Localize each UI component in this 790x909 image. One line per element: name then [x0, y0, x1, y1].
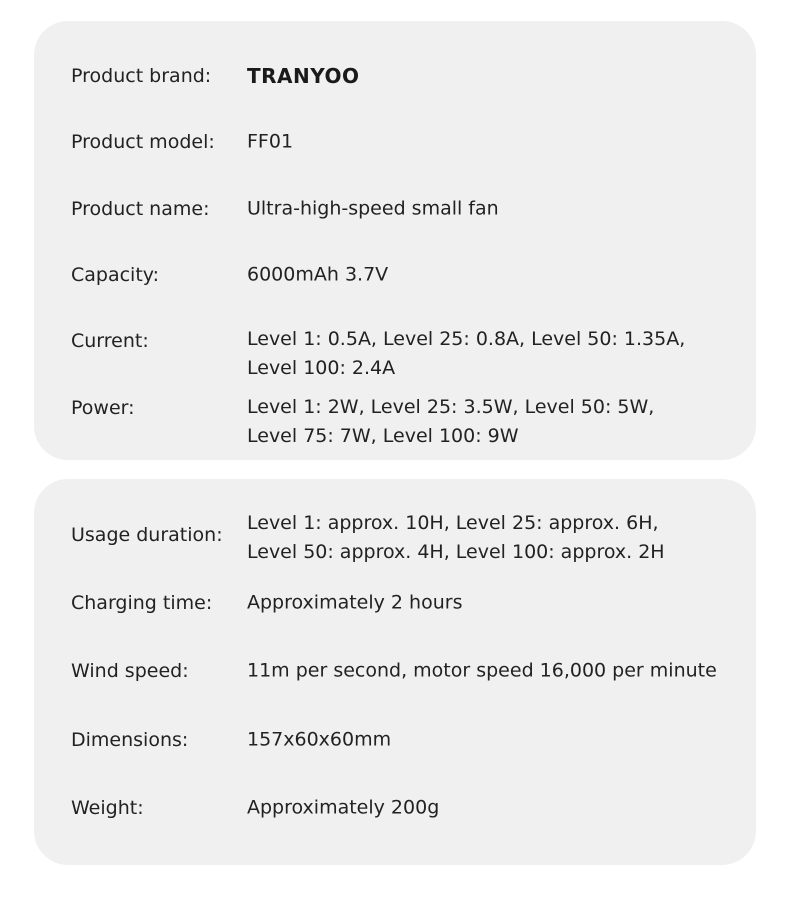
spec-value-line: Level 1: 2W, Level 25: 3.5W, Level 50: 5W,	[247, 396, 655, 418]
spec-value	[247, 128, 293, 157]
spec-value	[247, 195, 499, 224]
spec-card-basic	[34, 21, 756, 460]
spec-value	[247, 325, 685, 383]
spec-value	[247, 726, 391, 755]
spec-label: Dimensions:	[71, 729, 189, 751]
spec-value-line: Approximately 200g	[247, 796, 440, 819]
brand-logo: TRANYOO	[247, 64, 360, 88]
spec-label: Power:	[71, 397, 135, 419]
spec-value-line: Level 1: approx. 10H, Level 25: approx. 6H,	[247, 512, 659, 534]
spec-value-line: Level 50: approx. 4H, Level 100: approx. 2H	[247, 541, 665, 563]
spec-card-performance	[34, 479, 756, 865]
spec-value-line: Level 100: 2.4A	[247, 357, 396, 379]
spec-value-line: Approximately 2 hours	[247, 591, 463, 614]
spec-label: Product model:	[71, 131, 215, 153]
spec-value-line: 157x60x60mm	[247, 728, 392, 751]
spec-value	[247, 393, 654, 451]
spec-label: Product name:	[71, 198, 210, 220]
spec-label: Current:	[71, 330, 149, 352]
spec-label: Product brand:	[71, 65, 212, 87]
spec-value	[247, 509, 665, 567]
spec-label: Wind speed:	[71, 660, 189, 682]
spec-value-line: Level 75: 7W, Level 100: 9W	[247, 425, 519, 447]
spec-value-line: FF01	[247, 130, 294, 153]
spec-label: Capacity:	[71, 264, 160, 286]
spec-label: Weight:	[71, 797, 144, 819]
spec-value-line: Level 1: 0.5A, Level 25: 0.8A, Level 50: 1.35A,	[247, 328, 686, 350]
spec-label: Usage duration:	[71, 524, 223, 546]
spec-value	[247, 657, 717, 686]
spec-value	[247, 261, 388, 290]
spec-value	[247, 589, 462, 618]
spec-value-line: 6000mAh 3.7V	[247, 263, 389, 286]
spec-label: Charging time:	[71, 592, 213, 614]
spec-value-line: Ultra-high-speed small fan	[247, 197, 499, 220]
spec-value	[247, 794, 439, 823]
spec-value-line: 11m per second, motor speed 16,000 per minute	[247, 659, 717, 682]
